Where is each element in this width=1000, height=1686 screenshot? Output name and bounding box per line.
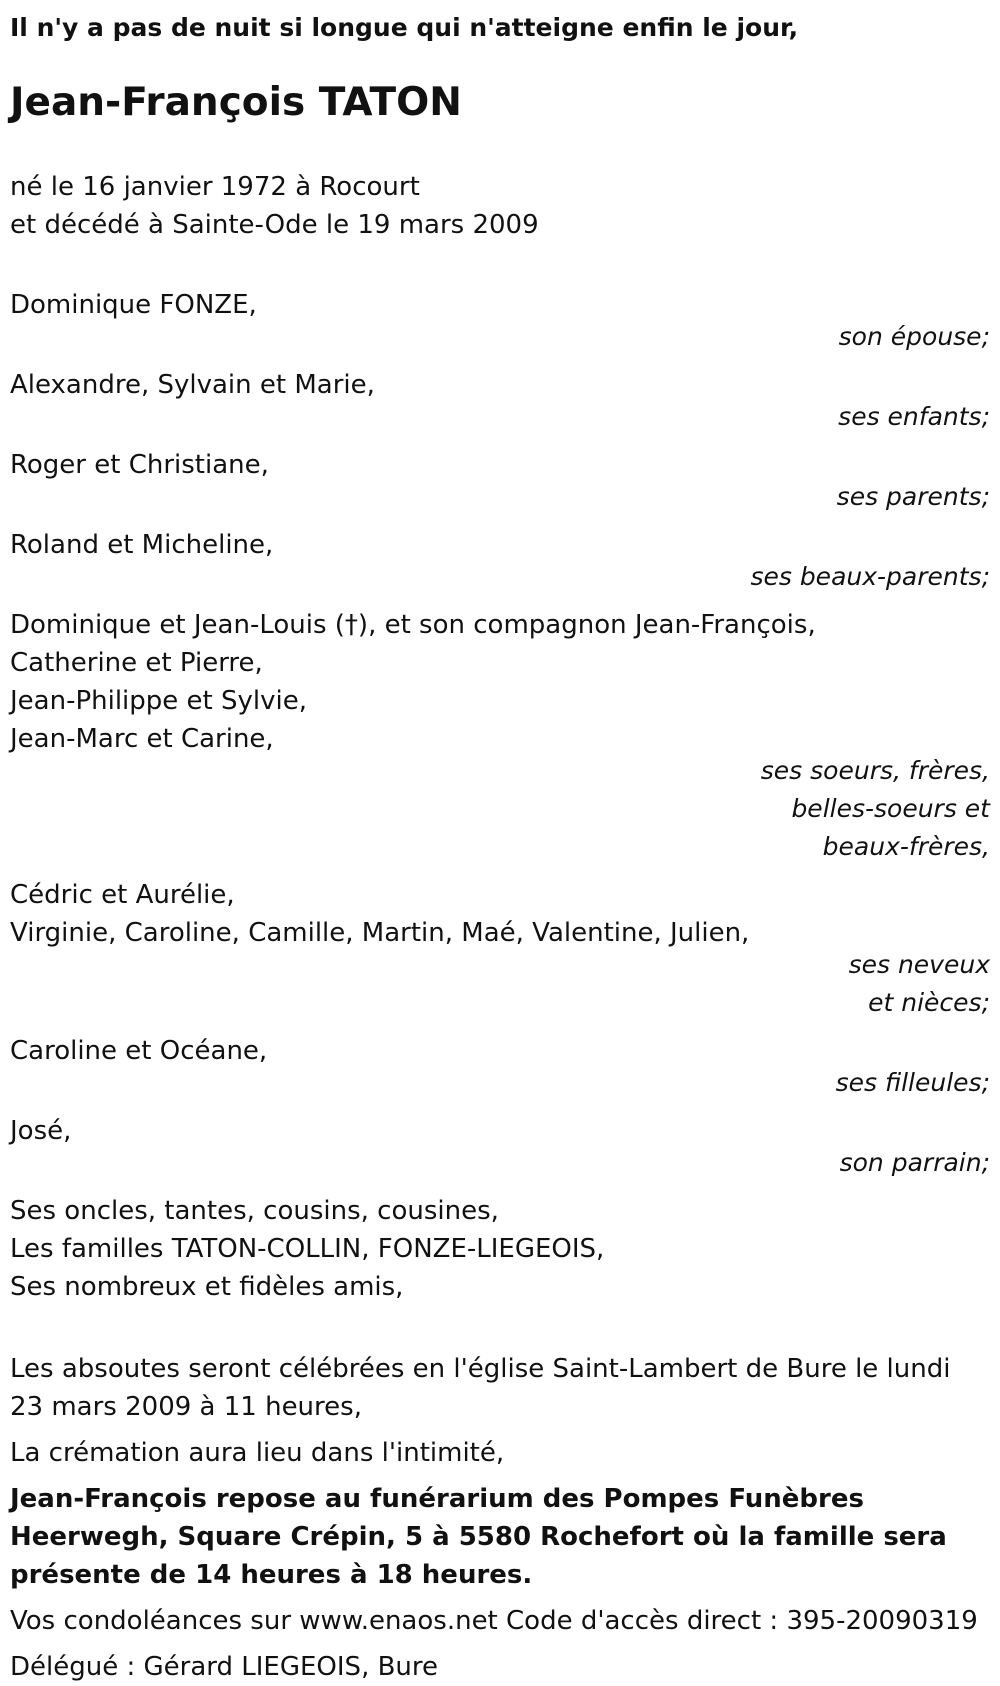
relation-label: ses beaux-parents; <box>750 562 990 591</box>
family-entry <box>10 1032 990 1102</box>
closing-line: Les familles TATON-COLLIN, FONZE-LIEGEOIS, <box>10 1234 605 1264</box>
relation-label: ses parents; <box>836 482 990 511</box>
family-member-line: Dominique FONZE, <box>10 290 257 320</box>
relation-label: son épouse; <box>838 322 990 351</box>
family-member-line: Catherine et Pierre, <box>10 648 263 678</box>
family-member-line: Dominique et Jean-Louis (†), et son compagnon Jean-François, <box>10 610 816 640</box>
relation-label: ses soeurs, frères, belles-soeurs et beaux-frères, <box>760 756 990 861</box>
service-details <box>10 1350 990 1686</box>
family-member-line: Alexandre, Sylvain et Marie, <box>10 370 375 400</box>
relation-label: ses filleules; <box>835 1068 990 1097</box>
closing-line: Ses nombreux et fidèles amis, <box>10 1272 404 1302</box>
family-member-line: Roland et Micheline, <box>10 530 274 560</box>
family-entry <box>10 446 990 516</box>
family-entry <box>10 366 990 436</box>
family-entry <box>10 606 990 866</box>
family-member-line: Jean-Philippe et Sylvie, <box>10 686 307 716</box>
family-entry <box>10 286 990 356</box>
relation-label: ses enfants; <box>838 402 990 431</box>
closing-line: Ses oncles, tantes, cousins, cousines, <box>10 1196 499 1226</box>
family-list <box>10 286 990 1182</box>
family-entry <box>10 526 990 596</box>
condolences-paragraph: Vos condoléances sur www.enaos.net Code d'accès direct : 395-20090319 <box>10 1606 978 1636</box>
death-line: et décédé à Sainte-Ode le 19 mars 2009 <box>10 210 539 240</box>
funerarium-paragraph: Jean-François repose au funérarium des Pompes Funèbres Heerwegh, Square Crépin, 5 à 5580 Rochefort où la famille sera présente de 14 heures à 18 heures. <box>10 1484 947 1590</box>
relation-label: son parrain; <box>839 1148 990 1177</box>
family-member-line: Virginie, Caroline, Camille, Martin, Maé, Valentine, Julien, <box>10 918 750 948</box>
cremation-paragraph: La crémation aura lieu dans l'intimité, <box>10 1438 505 1468</box>
family-member-line: José, <box>10 1116 72 1146</box>
birth-death-dates <box>10 168 990 244</box>
extended-family <box>10 1192 990 1306</box>
family-member-line: Roger et Christiane, <box>10 450 269 480</box>
family-member-line: Caroline et Océane, <box>10 1036 268 1066</box>
birth-line: né le 16 janvier 1972 à Rocourt <box>10 172 420 202</box>
delegate-paragraph: Délégué : Gérard LIEGEOIS, Bure <box>10 1652 439 1682</box>
absoutes-paragraph: Les absoutes seront célébrées en l'église Saint-Lambert de Bure le lundi 23 mars 2009 à 11 heures, <box>10 1354 951 1422</box>
epigraph: Il n'y a pas de nuit si longue qui n'atteigne enfin le jour, <box>10 13 799 42</box>
family-entry <box>10 876 990 1022</box>
relation-label: ses neveux et nièces; <box>848 950 990 1017</box>
family-entry <box>10 1112 990 1182</box>
deceased-name: Jean-François TATON <box>10 80 462 125</box>
family-member-line: Jean-Marc et Carine, <box>10 724 274 754</box>
family-member-line: Cédric et Aurélie, <box>10 880 235 910</box>
